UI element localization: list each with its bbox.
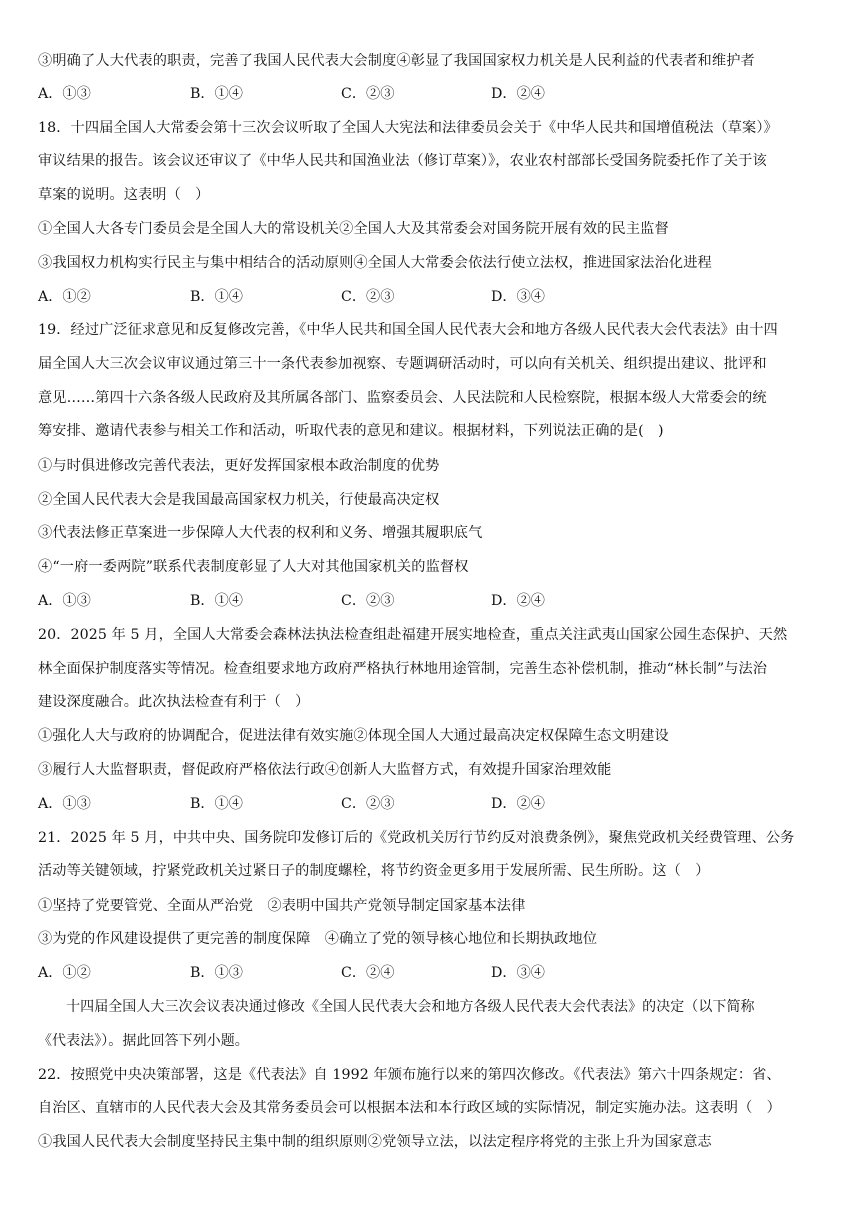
question-18-stem-line-2: 审议结果的报告。该会议还审议了《中华人民共和国渔业法（修订草案）》，农业农村部部长受国务院委托作了关于该 (38, 153, 767, 169)
question-22-stem-line-2: 自治区、直辖市的人民代表大会及其常务委员会可以根据本法和本行政区域的实际情况，制定实施办法。这表明（ ） (38, 1100, 781, 1116)
option-c: C．②④ (341, 965, 395, 981)
question-19-statement-3: ③代表法修正草案进一步保障人大代表的权利和义务、增强其履职底气 (38, 525, 483, 541)
option-line-3-4: ③明确了人大代表的职责，完善了我国人民代表大会制度④彰显了我国国家权力机关是人民利益的代表者和维护者 (38, 53, 755, 69)
option-c: C．②③ (341, 289, 395, 305)
question-20-stem-line-1: 20．2025 年 5 月，全国人大常委会森林法执法检查组赴福建开展实地检查，重点关注武夷山国家公园生态保护、天然 (38, 627, 788, 643)
option-b: B．①④ (190, 593, 243, 609)
question-19-statement-2: ②全国人民代表大会是我国最高国家权力机关，行使最高决定权 (38, 492, 440, 508)
option-d: D．③④ (491, 289, 545, 305)
option-c: C．②③ (341, 86, 395, 102)
question-20-statements-3-4: ③履行人大监督职责，督促政府严格依法行政④创新人大监督方式，有效提升国家治理效能 (38, 762, 612, 778)
option-a: A．①③ (38, 593, 91, 609)
option-b: B．①③ (190, 965, 243, 981)
question-21-stem-line-2: 活动等关键领域，拧紧党政机关过紧日子的制度螺栓，将节约资金更多用于发展所需、民生所盼。这（ ） (38, 863, 710, 879)
question-19-stem-line-2: 届全国人大三次会议审议通过第三十一条代表参加视察、专题调研活动时，可以向有关机关、组织提出建议、批评和 (38, 356, 767, 372)
option-a: A．①② (38, 965, 91, 981)
question-20-stem-line-2: 林全面保护制度落实等情况。检查组要求地方政府严格执行林地用途管制，完善生态补偿机制，推动“林长制”与法治 (38, 661, 768, 677)
option-d: D．②④ (491, 796, 545, 812)
question-22-stem-line-1: 22．按照党中央决策部署，这是《代表法》自 1992 年颁布施行以来的第四次修改。《代表法》第六十四条规定：省、 (38, 1067, 781, 1083)
option-c: C．②③ (341, 796, 395, 812)
option-a: A．①② (38, 289, 91, 305)
question-21-statements-3-4: ③为党的作风建设提供了更完善的制度保障 ④确立了党的领导核心地位和长期执政地位 (38, 931, 598, 947)
option-d: D．②④ (491, 593, 545, 609)
question-19-stem-line-3: 意见……第四十六条各级人民政府及其所属各部门、监察委员会、人民法院和人民检察院，根据本级人大常委会的统 (38, 390, 767, 406)
question-18-stem-line-1: 18．十四届全国人大常委会第十三次会议听取了全国人大宪法和法律委员会关于《中华人民共和国增值税法（草案）》 (38, 120, 778, 136)
option-d: D．③④ (491, 965, 545, 981)
question-21-statements-1-2: ①坚持了党要管党、全面从严治党 ②表明中国共产党领导制定国家基本法律 (38, 898, 526, 914)
question-21-stem-line-1: 21．2025 年 5 月，中共中央、国务院印发修订后的《党政机关厉行节约反对浪费条例》，聚焦党政机关经费管理、公务 (38, 830, 795, 846)
option-a: A．①③ (38, 796, 91, 812)
question-19-statement-4: ④“一府一委两院”联系代表制度彰显了人大对其他国家机关的监督权 (38, 559, 469, 575)
question-20-statements-1-2: ①强化人大与政府的协调配合，促进法律有效实施②体现全国人大通过最高决定权保障生态文明建设 (38, 728, 669, 744)
question-18-statements-3-4: ③我国权力机构实行民主与集中相结合的活动原则④全国人大常委会依法行使立法权，推进国家法治化进程 (38, 255, 712, 271)
question-18-stem-line-3: 草案的说明。这表明（ ） (38, 187, 210, 203)
option-b: B．①④ (190, 289, 243, 305)
question-19-stem-line-4: 筹安排、邀请代表参与相关工作和活动，听取代表的意见和建议。根据材料，下列说法正确的是( ) (38, 423, 664, 439)
material-intro-line-2: 《代表法》）。据此回答下列小题。 (38, 1033, 249, 1049)
question-19-stem-line-1: 19．经过广泛征求意见和反复修改完善，《中华人民共和国全国人民代表大会和地方各级人民代表大会代表法》由十四 (38, 322, 778, 338)
question-19-statement-1: ①与时俱进修改完善代表法，更好发挥国家根本政治制度的优势 (38, 458, 440, 474)
option-d: D．②④ (491, 86, 545, 102)
option-c: C．②③ (341, 593, 395, 609)
question-18-statements-1-2: ①全国人大各专门委员会是全国人大的常设机关②全国人大及其常委会对国务院开展有效的民主监督 (38, 221, 669, 237)
question-20-stem-line-3: 建设深度融合。此次执法检查有利于（ ） (38, 694, 310, 710)
option-b: B．①④ (190, 796, 243, 812)
option-b: B．①④ (190, 86, 243, 102)
option-a: A．①③ (38, 86, 91, 102)
question-22-statements-1-2: ①我国人民代表大会制度坚持民主集中制的组织原则②党领导立法，以法定程序将党的主张上升为国家意志 (38, 1134, 712, 1150)
material-intro-line-1: 十四届全国人大三次会议表决通过修改《全国人民代表大会和地方各级人民代表大会代表法》的决定（以下简称 (38, 999, 755, 1015)
